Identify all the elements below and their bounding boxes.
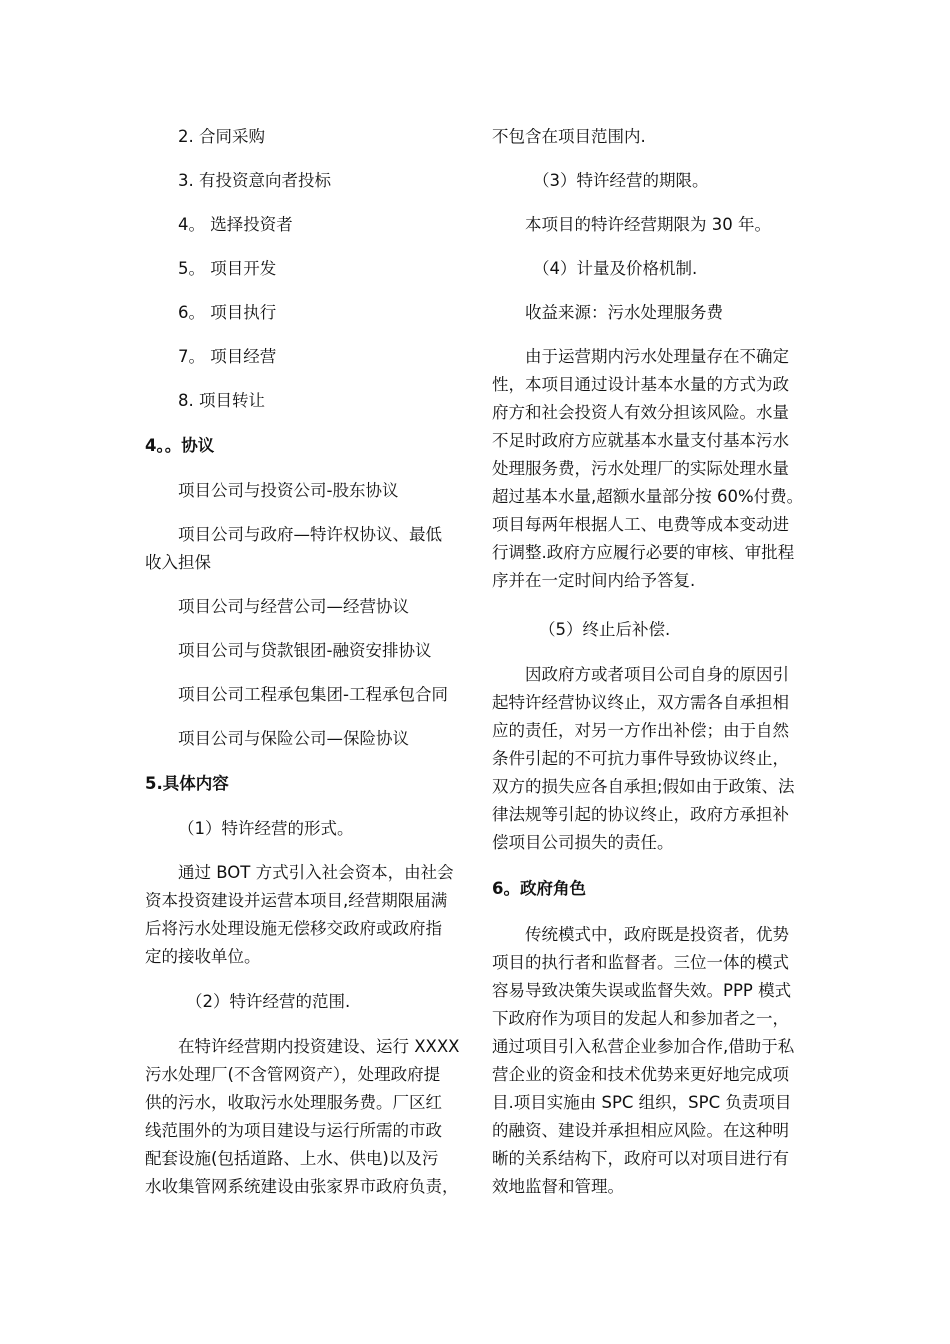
section-heading: 5.具体内容 — [145, 774, 229, 793]
paragraph-line: 配套设施(包括道路、上水、供电)以及污 — [145, 1149, 439, 1168]
paragraph-line: 序并在一定时间内给予答复. — [492, 571, 696, 590]
paragraph-line: 目.项目实施由 SPC 组织，SPC 负责项目 — [492, 1093, 792, 1112]
paragraph-line: 的融资、建设并承担相应风险。在这种明 — [492, 1121, 789, 1140]
paragraph-line: 容易导致决策失误或监督失效。PPP 模式 — [492, 981, 792, 1000]
paragraph-line: 不足时政府方应就基本水量支付基本污水 — [492, 431, 789, 450]
paragraph-line: 效地监督和管理。 — [492, 1177, 624, 1196]
paragraph-line: 处理服务费，污水处理厂的实际处理水量 — [492, 459, 789, 478]
paragraph-line: 在特许经营期内投资建设、运行 XXXX — [178, 1037, 460, 1056]
agreement-item: 项目公司与政府—特许权协议、最低 — [178, 525, 442, 544]
subsection-title: （1）特许经营的形式。 — [178, 819, 354, 838]
paragraph-line: 因政府方或者项目公司自身的原因引 — [525, 665, 789, 684]
paragraph-line: 由于运营期内污水处理量存在不确定 — [525, 347, 789, 366]
paragraph-line: 水收集管网系统建设由张家界市政府负责， — [145, 1177, 459, 1196]
paragraph-line: 收益来源：污水处理服务费 — [525, 303, 723, 322]
list-item: 2. 合同采购 — [178, 127, 265, 146]
paragraph-line: 偿项目公司损失的责任。 — [492, 833, 674, 852]
section-heading: 6。政府角色 — [492, 879, 586, 898]
paragraph-line: 起特许经营协议终止，双方需各自承担相 — [492, 693, 789, 712]
paragraph-line: 后将污水处理设施无偿移交政府或政府指 — [145, 919, 442, 938]
paragraph-line: 资本投资建设并运营本项目,经营期限届满 — [145, 891, 448, 910]
paragraph-line: 通过项目引入私营企业参加合作,借助于私 — [492, 1037, 795, 1056]
paragraph-line: 本项目的特许经营期限为 30 年。 — [525, 215, 771, 234]
agreement-item: 项目公司工程承包集团-工程承包合同 — [178, 685, 448, 704]
paragraph-line: 营企业的资金和技术优势来更好地完成项 — [492, 1065, 789, 1084]
paragraph-line: 晰的关系结构下，政府可以对项目进行有 — [492, 1149, 789, 1168]
paragraph-line: 污水处理厂(不含管网资产），处理政府提 — [145, 1065, 441, 1084]
paragraph-line: 行调整.政府方应履行必要的审核、审批程 — [492, 543, 795, 562]
list-item: 6。 项目执行 — [178, 303, 277, 322]
agreement-item: 项目公司与经营公司—经营协议 — [178, 597, 409, 616]
paragraph-line: 项目的执行者和监督者。三位一体的模式 — [492, 953, 789, 972]
list-item: 7。 项目经营 — [178, 347, 277, 366]
agreement-item: 项目公司与投资公司-股东协议 — [178, 481, 399, 500]
list-item: 8. 项目转让 — [178, 391, 265, 410]
subsection-title: （4）计量及价格机制. — [533, 259, 698, 278]
paragraph-line: 传统模式中，政府既是投资者，优势 — [525, 925, 789, 944]
subsection-title: （3）特许经营的期限。 — [533, 171, 709, 190]
paragraph-line: 应的责任，对另一方作出补偿；由于自然 — [492, 721, 789, 740]
paragraph-line: 定的接收单位。 — [145, 947, 261, 966]
subsection-title: （5）终止后补偿. — [539, 620, 671, 639]
paragraph-line: 通过 BOT 方式引入社会资本，由社会 — [178, 863, 454, 882]
agreement-item: 项目公司与贷款银团-融资安排协议 — [178, 641, 432, 660]
paragraph-line: 下政府作为项目的发起人和参加者之一， — [492, 1009, 789, 1028]
paragraph-line: 府方和社会投资人有效分担该风险。水量 — [492, 403, 789, 422]
paragraph-line: 律法规等引起的协议终止，政府方承担补 — [492, 805, 789, 824]
paragraph-line: 性，本项目通过设计基本水量的方式为政 — [492, 375, 789, 394]
section-heading: 4。。协议 — [145, 436, 215, 455]
subsection-title: （2）特许经营的范围. — [186, 992, 351, 1011]
paragraph-line: 超过基本水量,超额水量部分按 60%付费。 — [492, 487, 804, 506]
list-item: 3. 有投资意向者投标 — [178, 171, 331, 190]
list-item: 4。 选择投资者 — [178, 215, 293, 234]
paragraph-line: 线范围外的为项目建设与运行所需的市政 — [145, 1121, 442, 1140]
agreement-item-continued: 收入担保 — [145, 553, 211, 572]
paragraph-line: 不包含在项目范围内. — [492, 127, 646, 146]
paragraph-line: 供的污水，收取污水处理服务费。厂区红 — [145, 1093, 442, 1112]
paragraph-line: 项目每两年根据人工、电费等成本变动进 — [492, 515, 789, 534]
paragraph-line: 双方的损失应各自承担;假如由于政策、法 — [492, 777, 795, 796]
list-item: 5。 项目开发 — [178, 259, 277, 278]
paragraph-line: 条件引起的不可抗力事件导致协议终止， — [492, 749, 789, 768]
agreement-item: 项目公司与保险公司—保险协议 — [178, 729, 409, 748]
